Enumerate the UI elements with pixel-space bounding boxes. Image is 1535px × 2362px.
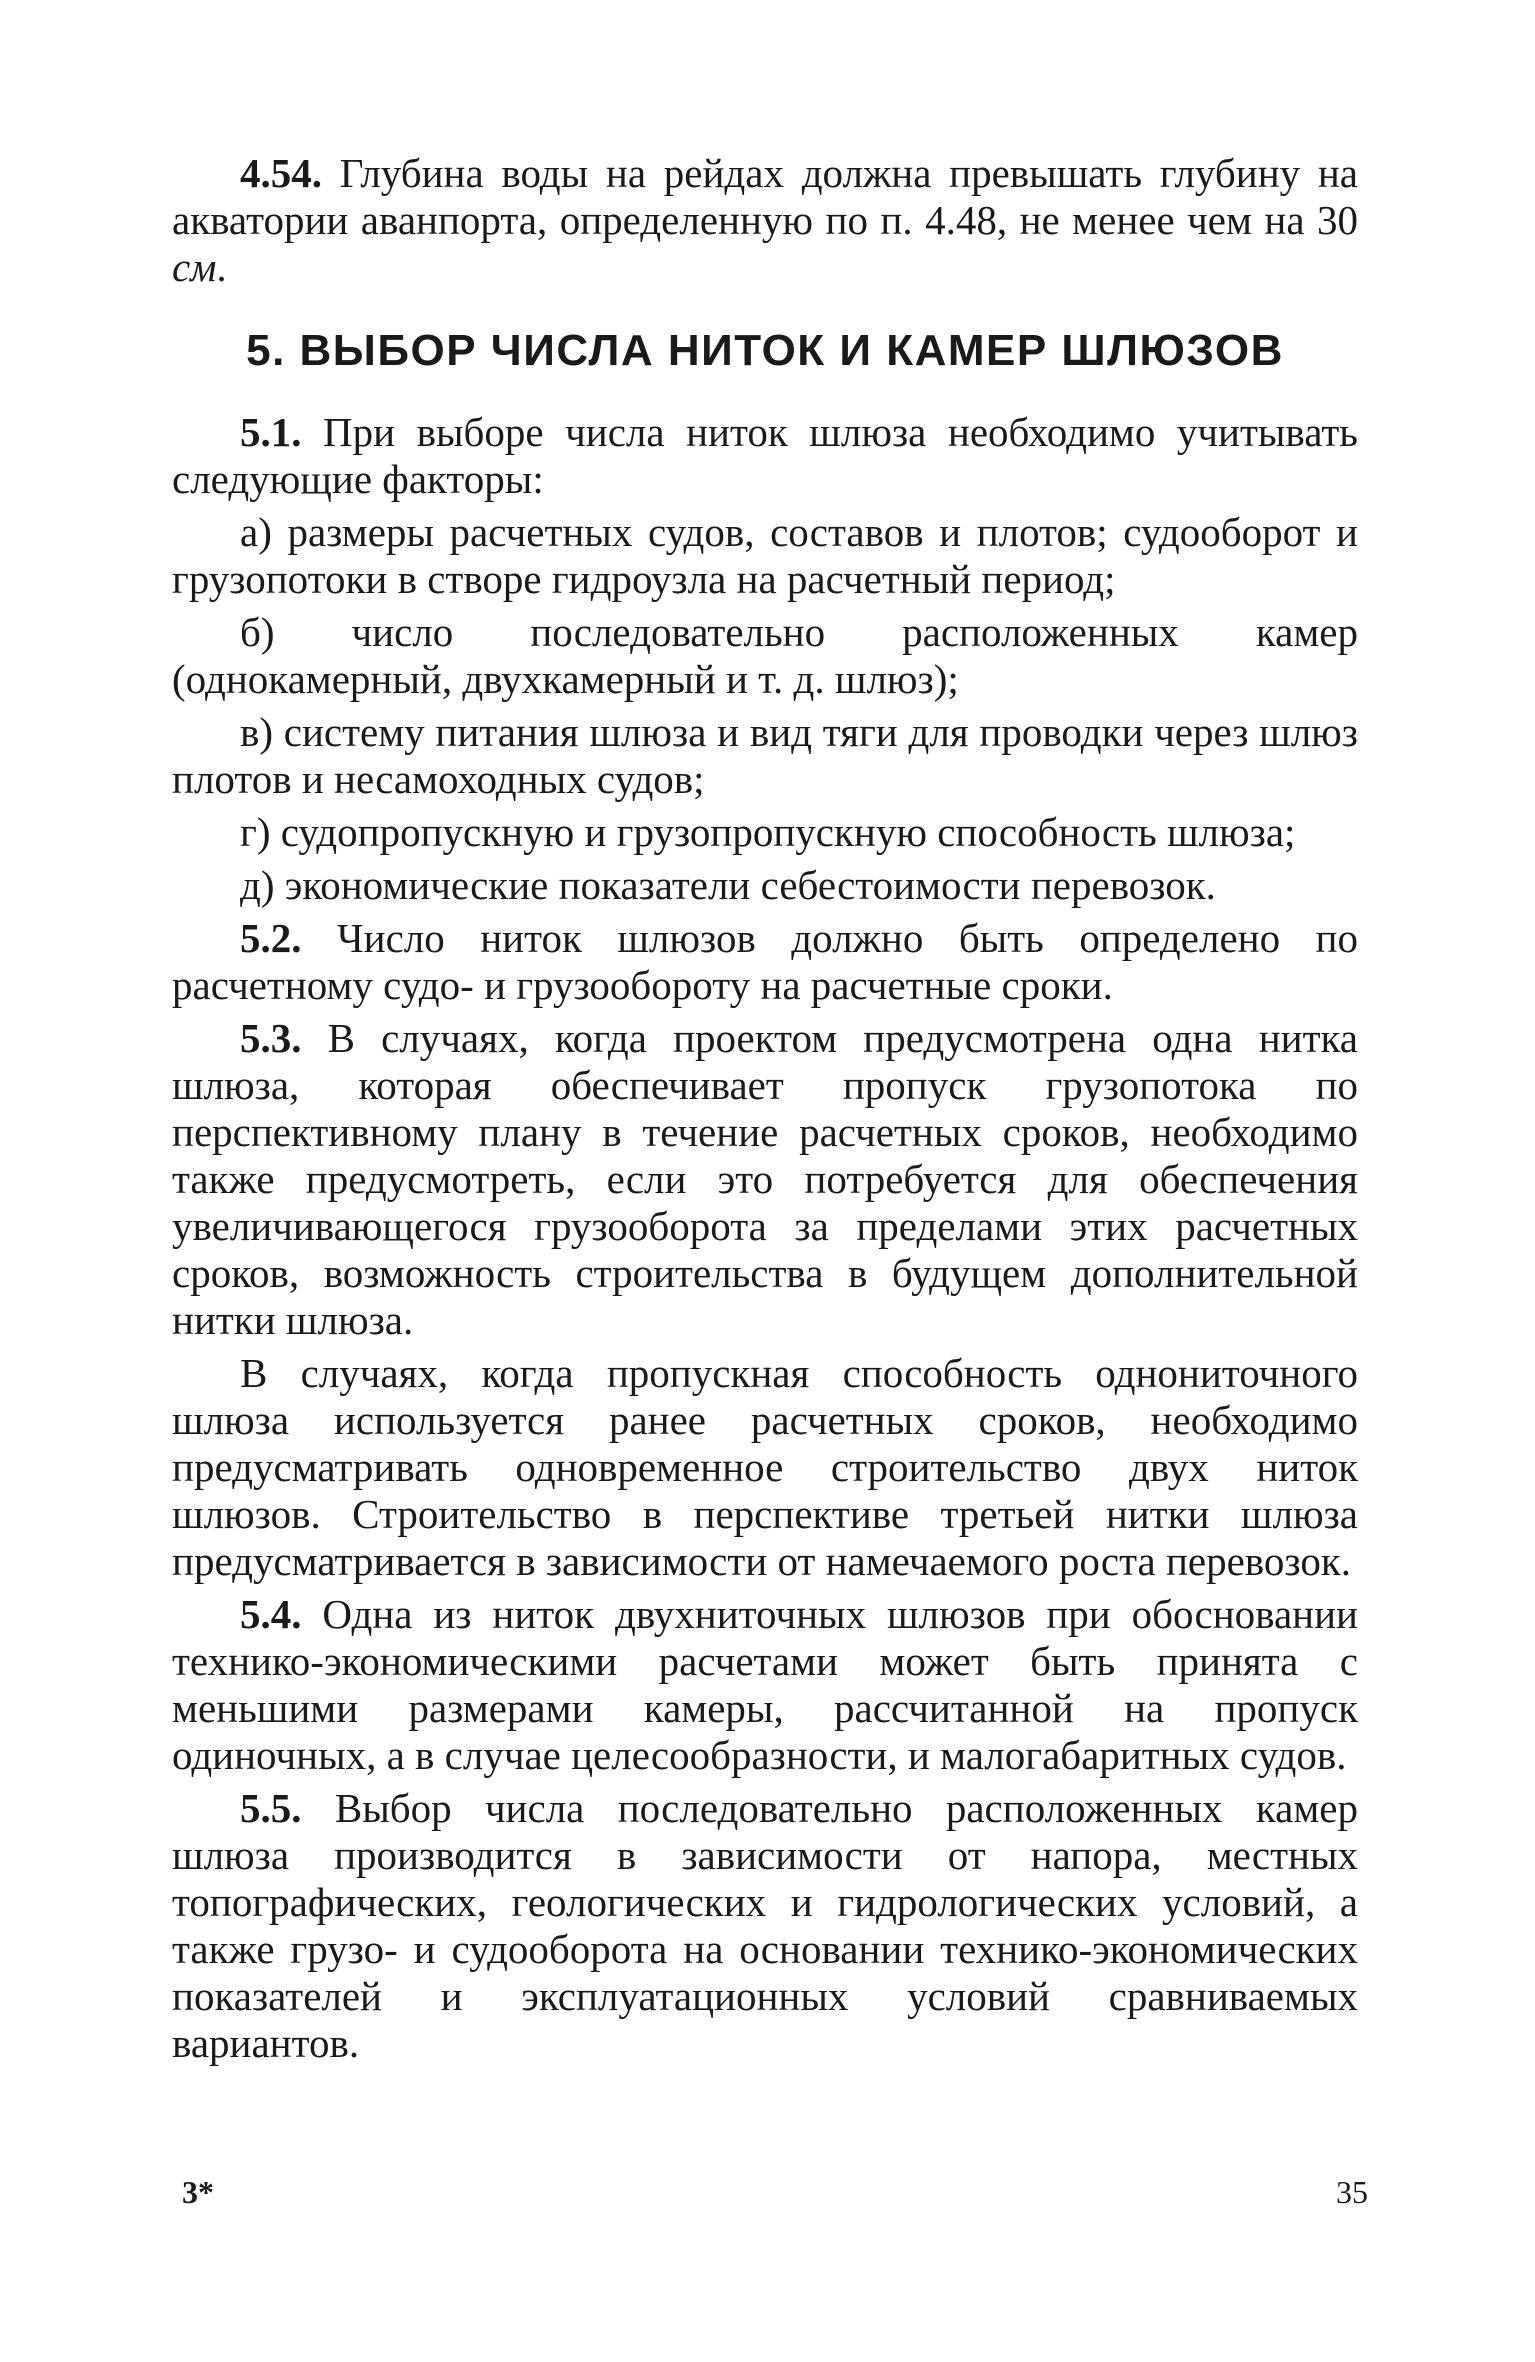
paragraph-text: Выбор числа последовательно расположенных камер шлюза производится в зависимости от напора, местных топографических, геологических и гидрологических условий, а также грузо- и судооборота на основании технико-экономических показателей и эксплуатационных условий сравниваемых вариантов. bbox=[172, 1785, 1358, 2066]
paragraph-5-2 bbox=[172, 915, 1358, 1009]
paragraph-number: 5.3. bbox=[240, 1015, 302, 1061]
list-item-d: д) экономические показатели себестоимости перевозок. bbox=[240, 862, 1216, 908]
list-item-v: в) систему питания шлюза и вид тяги для проводки через шлюз плотов и несамоходных судов; bbox=[172, 709, 1358, 802]
list-item-b: б) число последовательно расположенных камер (однокамерный, двухкамерный и т. д. шлюз); bbox=[172, 609, 1358, 702]
paragraph-text: Число ниток шлюзов должно быть определено по расчетному судо- и грузообороту на расчетные сроки. bbox=[172, 915, 1358, 1008]
paragraph-number: 4.54. bbox=[240, 150, 322, 196]
document-page bbox=[172, 150, 1358, 2067]
list-item-a: а) размеры расчетных судов, составов и плотов; судооборот и грузопотоки в створе гидроузла на расчетный период; bbox=[172, 509, 1358, 602]
paragraph-text: В случаях, когда проектом предусмотрена одна нитка шлюза, которая обеспечивает пропуск грузопотока по перспективному плану в течение расчетных сроков, необходимо также предусмотреть, если это потребуется для обеспечения увеличивающегося грузооборота за пределами этих расчетных сроков, возможность строительства в будущем дополнительной нитки шлюза. bbox=[172, 1015, 1358, 1343]
paragraph-text: Глубина воды на рейдах должна превышать глубину на акватории аванпорта, определенную по п. 4.48, не менее чем на 30 bbox=[172, 150, 1358, 243]
paragraph-text: При выборе числа ниток шлюза необходимо учитывать следующие факторы: bbox=[172, 409, 1358, 502]
paragraph-text: Одна из ниток двухниточных шлюзов при обосновании технико-экономическими расчетами может быть принята с меньшими размерами камеры, рассчитанной на пропуск одиночных, а в случае целесообразности, и малогабаритных судов. bbox=[172, 1591, 1358, 1778]
page-number: 35 bbox=[1336, 2174, 1368, 2210]
section-heading: 5. ВЫБОР ЧИСЛА НИТОК И КАМЕР ШЛЮЗОВ bbox=[246, 326, 1284, 375]
paragraph-number: 5.2. bbox=[240, 915, 302, 961]
paragraph-4-54 bbox=[172, 150, 1358, 291]
paragraph-number: 5.1. bbox=[240, 409, 302, 455]
paragraph-5-5 bbox=[172, 1785, 1358, 2067]
paragraph-5-3-continued: В случаях, когда пропускная способность однониточного шлюза используется ранее расчетных сроков, необходимо предусматривать одновременное строительство двух ниток шлюзов. Строительство в перспективе третьей нитки шлюза предусматривается в зависимости от намечаемого роста перевозок. bbox=[172, 1350, 1358, 1584]
paragraph-5-4 bbox=[172, 1591, 1358, 1779]
unit-text: см bbox=[172, 244, 217, 290]
list-item-g: г) судопропускную и грузопропускную способность шлюза; bbox=[240, 809, 1296, 855]
paragraph-number: 5.5. bbox=[240, 1785, 302, 1831]
signature-mark: 3* bbox=[182, 2174, 214, 2210]
paragraph-end: . bbox=[216, 244, 227, 290]
paragraph-number: 5.4. bbox=[240, 1591, 302, 1637]
paragraph-5-1 bbox=[172, 409, 1358, 503]
paragraph-5-3 bbox=[172, 1015, 1358, 1344]
